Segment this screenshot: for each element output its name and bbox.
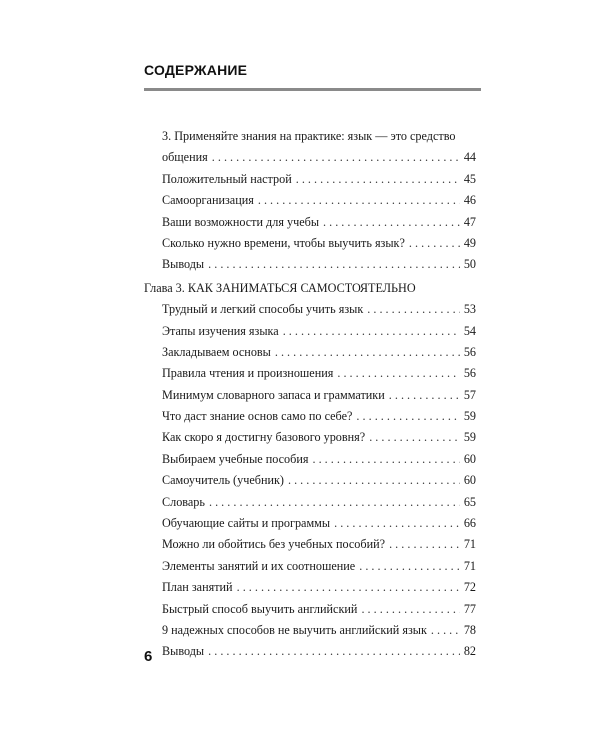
- toc-leader-dots: [409, 233, 460, 254]
- toc-entry: [144, 342, 476, 363]
- toc-entry: [144, 470, 476, 491]
- toc-entry-page: 47: [463, 214, 476, 229]
- toc-entry-title: Этапы изучения языка: [162, 323, 279, 338]
- toc-leader-dots: [283, 321, 460, 342]
- toc-entry-page: 77: [463, 601, 476, 616]
- toc-entry: [144, 169, 476, 190]
- toc-entry-title: Закладываем основы: [162, 344, 271, 359]
- toc-leader-dots: [334, 513, 460, 534]
- toc-leader-dots: [258, 190, 460, 211]
- toc-entry-title: Быстрый способ выучить английский: [162, 601, 358, 616]
- toc-leader-dots: [312, 449, 459, 470]
- toc-entry-page: 57: [463, 387, 476, 402]
- toc-leader-dots: [323, 212, 460, 233]
- toc-entry: [144, 254, 476, 275]
- toc-entry-page: 72: [463, 580, 476, 595]
- toc-entry-page: 45: [463, 171, 476, 186]
- toc-entry-title: Выводы: [162, 644, 205, 659]
- toc-entry: [144, 641, 476, 662]
- toc-entry: [144, 233, 476, 254]
- toc-leader-dots: [359, 556, 460, 577]
- toc-entry: [144, 492, 476, 513]
- toc-entry-title: Можно ли обойтись без учебных пособий?: [162, 537, 386, 552]
- toc-entry-title: Словарь: [162, 494, 205, 509]
- toc-leader-dots: [208, 254, 460, 275]
- header-rule: [144, 88, 481, 91]
- toc-entry-page: 46: [463, 193, 476, 208]
- toc-entry-title: Самоучитель (учебник): [162, 473, 284, 488]
- toc-leader-dots: [209, 492, 460, 513]
- toc-entry: [144, 406, 476, 427]
- toc-entry-title: Выводы: [162, 257, 205, 272]
- toc-entry-page: 44: [463, 150, 476, 165]
- toc-entry-page: 53: [463, 302, 476, 317]
- toc-entry-page: 56: [463, 366, 476, 381]
- toc-entry: [144, 363, 476, 384]
- toc-entry-page: 78: [463, 622, 476, 637]
- toc-entry-page: 65: [463, 494, 476, 509]
- toc-entry-page: 60: [463, 473, 476, 488]
- toc-entry-page: 71: [463, 558, 476, 573]
- toc-leader-dots: [369, 427, 460, 448]
- toc-entry-page: 50: [463, 257, 476, 272]
- toc-leader-dots: [367, 299, 460, 320]
- page-number: 6: [144, 648, 153, 665]
- toc-leader-dots: [389, 385, 460, 406]
- toc-leader-dots: [431, 620, 460, 641]
- page-header: СОДЕРЖАНИЕ: [144, 62, 248, 78]
- toc-entry-title: План занятий: [162, 580, 233, 595]
- toc-entry-title: Самоорганизация: [162, 193, 254, 208]
- toc-leader-dots: [288, 470, 460, 491]
- toc-entry: [144, 299, 476, 320]
- toc-entry: [144, 599, 476, 620]
- toc-leader-dots: [361, 599, 459, 620]
- toc-entry: [144, 147, 476, 168]
- toc-entry-title: Элементы занятий и их соотношение: [162, 558, 356, 573]
- toc-entry: [144, 556, 476, 577]
- toc-entry: [144, 190, 476, 211]
- toc-entry-title: Положительный настрой: [162, 171, 292, 186]
- toc-entry: [144, 385, 476, 406]
- toc-leader-dots: [208, 641, 460, 662]
- toc-entry-title: Обучающие сайты и программы: [162, 516, 331, 531]
- toc-entry: [144, 577, 476, 598]
- toc-entry: [144, 513, 476, 534]
- toc-entry-page: 54: [463, 323, 476, 338]
- toc-entry-page: 49: [463, 235, 476, 250]
- toc-entry-title: 9 надежных способов не выучить английский язык: [162, 622, 427, 637]
- toc-entry: [144, 212, 476, 233]
- toc-entry-page: 60: [463, 451, 476, 466]
- toc-entry-title: Как скоро я достигну базового уровня?: [162, 430, 366, 445]
- toc-entry-page: 82: [463, 644, 476, 659]
- toc-entry-title: Правила чтения и произношения: [162, 366, 334, 381]
- toc-leader-dots: [275, 342, 460, 363]
- toc-entry-title: Что даст знание основ само по себе?: [162, 409, 353, 424]
- toc-entry: [144, 449, 476, 470]
- toc-entry-page: 59: [463, 430, 476, 445]
- toc-entry-page: 56: [463, 344, 476, 359]
- toc-leader-dots: [356, 406, 459, 427]
- toc-entry-title: Выбираем учебные пособия: [162, 451, 309, 466]
- toc-entry-page: 71: [463, 537, 476, 552]
- toc-entry-title: Ваши возможности для учебы: [162, 214, 320, 229]
- toc-entry: [144, 620, 476, 641]
- toc-entry-page: 66: [463, 516, 476, 531]
- toc-entry-title: Минимум словарного запаса и грамматики: [162, 387, 385, 402]
- toc-leader-dots: [337, 363, 459, 384]
- table-of-contents: [144, 126, 476, 663]
- toc-leader-dots: [212, 147, 460, 168]
- toc-entry: [144, 321, 476, 342]
- toc-entry-title: общения: [162, 150, 208, 165]
- toc-entry-title: Трудный и легкий способы учить язык: [162, 302, 364, 317]
- toc-entry-page: 59: [463, 409, 476, 424]
- toc-leader-dots: [237, 577, 460, 598]
- toc-entry: [144, 427, 476, 448]
- toc-section-title: 3. Применяйте знания на практике: язык — это средство: [162, 129, 456, 143]
- toc-chapter-title: Глава 3. КАК ЗАНИМАТЬСЯ САМОСТОЯТЕЛЬНО: [144, 280, 416, 295]
- toc-leader-dots: [296, 169, 460, 190]
- toc-entry: [144, 534, 476, 555]
- toc-leader-dots: [389, 534, 460, 555]
- toc-entry-title: Сколько нужно времени, чтобы выучить язык?: [162, 235, 405, 250]
